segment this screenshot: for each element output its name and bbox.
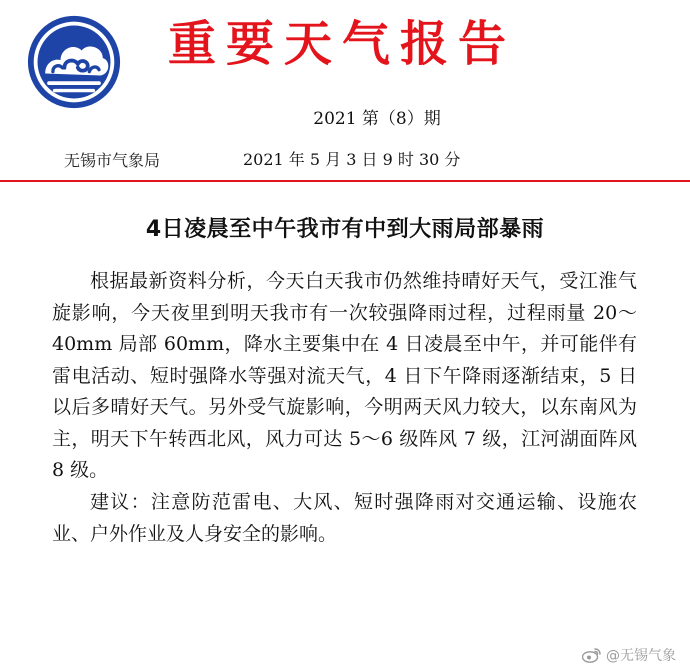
- issue-number: [0, 104, 690, 129]
- issue-datetime: 2021 年 5 月 3 日 9 时 30 分: [243, 150, 461, 169]
- meteorological-logo-icon: [26, 14, 122, 110]
- report-title: 重要天气报告: [168, 16, 517, 72]
- watermark-text: @无锡气象: [606, 648, 676, 664]
- watermark: [582, 645, 676, 665]
- forecast-paragraph: 根据最新资料分析，今天白天我市仍然维持晴好天气，受江淮气旋影响，今天夜里到明天我市有一次较强降雨过程，过程雨量 20～40mm 局部 60mm，降水主要集中在 4 日凌晨至中午，并可能伴有雷电活动、短时强降水等强对流天气，4 日下午降雨逐渐结束，5 日以后多晴好天气。另外受气旋影响，今明两天风力较大，以东南风为主，明天下午转西北风，风力可达 5～6 级阵风 7 级，江河湖面阵风 8 级。: [52, 270, 637, 481]
- advice-paragraph: 建议：注意防范雷电、大风、短时强降雨对交通运输、设施农业、户外作业及人身安全的影响。: [52, 491, 637, 545]
- weibo-icon: [582, 647, 602, 663]
- article-headline: 4日凌晨至中午我市有中到大雨局部暴雨: [145, 217, 545, 242]
- header-divider: [0, 180, 690, 182]
- issuing-bureau: 无锡市气象局: [64, 151, 161, 170]
- issue-number-text: 2021 第（8）期: [313, 109, 441, 129]
